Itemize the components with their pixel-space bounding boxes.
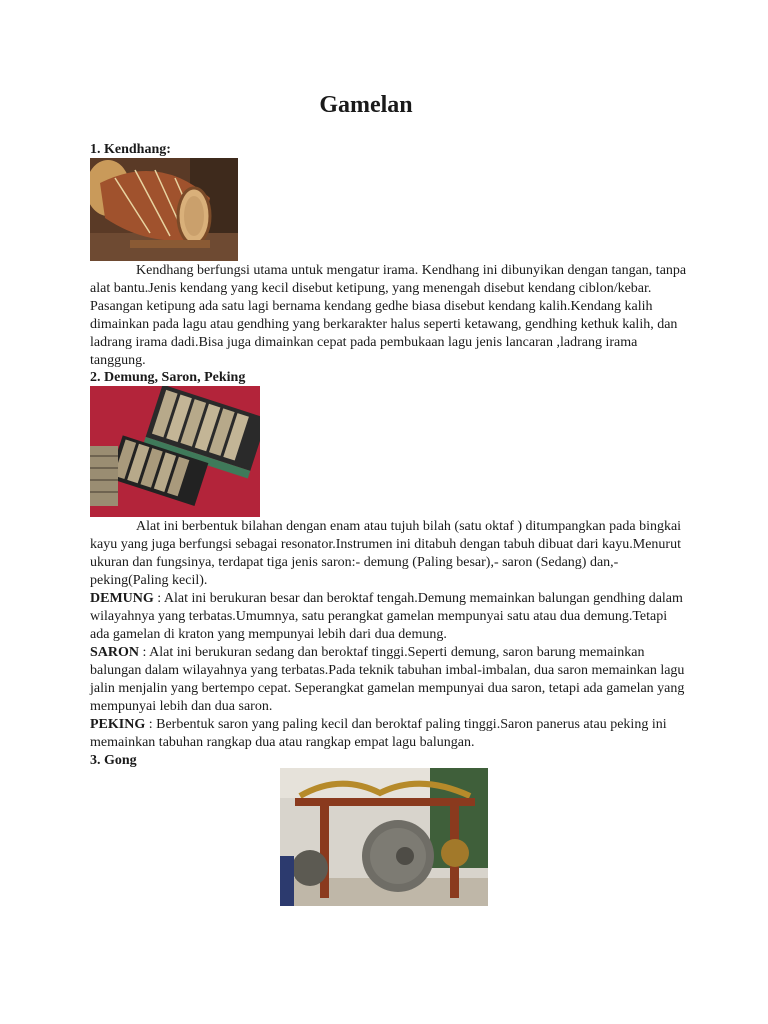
section-heading-gong: 3. Gong [90, 753, 137, 768]
peking-term: PEKING [90, 717, 146, 732]
kendhang-paragraph: Kendhang berfungsi utama untuk mengatur irama. Kendhang ini dibunyikan dengan tangan, tanpa alat bantu.Jenis kendang yang kecil disebut ketipung, yang menengah disebut kendang ciblon/kebar. Pasangan ketipung ada satu lagi bernama kendang gedhe biasa disebut kendang kalih.Kendang kalih dimainkan pada lagu atau gendhing yang berkarakter halus seperti ketawang, gendhing kethuk kalih, dan ladrang irama dadi.Bisa juga dimainkan cepat pada pembukaan lagu jenis lancaran ,ladrang irama tanggung. [90, 263, 687, 368]
saron-text: : Alat ini berukuran sedang dan beroktaf tinggi.Seperti demung, saron barung memainkan balungan dalam wilayahnya yang terbatas.Pada teknik tabuhan imbal-imbalan, dua saron memainkan lagu jalin menjalin yang bertempo cepat. Seperangkat gamelan mempunyai dua saron, tetapi ada gamelan yang mempunyai lebih dan dua saron. [90, 645, 685, 714]
page-title: Gamelan [319, 92, 413, 118]
peking-text: : Berbentuk saron yang paling kecil dan beroktaf paling tinggi.Saron panerus atau peking ini memainkan tabuhan rangkap dua atau rangkap empat lagu balungan. [90, 717, 667, 750]
saron-intro-paragraph: Alat ini berbentuk bilahan dengan enam atau tujuh bilah (satu oktaf ) ditumpangkan pada bingkai kayu yang juga berfungsi sebagai resonator.Instrumen ini ditabuh dengan tabuh dibuat dari kayu.Menurut ukuran dan fungsinya, terdapat tiga jenis saron:- demung (Paling besar),- saron (Sedang) dan,- peking(Paling kecil). [90, 519, 682, 588]
demung-text: : Alat ini berukuran besar dan beroktaf tengah.Demung memainkan balungan gendhing dalam wilayahnya yang terbatas.Umumnya, satu perangkat gamelan mempunyai satu atau dua demung.Tetapi ada gamelan di kraton yang mempunyai lebih dari dua demung. [90, 591, 683, 642]
demung-description [90, 590, 690, 644]
saron-metallophone-photo [90, 386, 260, 517]
kendhang-drum-photo [90, 158, 238, 261]
saron-term: SARON [90, 645, 140, 660]
section-heading-demung-saron-peking: 2. Demung, Saron, Peking [90, 370, 246, 385]
demung-term: DEMUNG [90, 591, 154, 606]
gong-photo [280, 768, 488, 906]
peking-description [90, 716, 690, 752]
section-heading-kendhang: 1. Kendhang: [90, 142, 171, 157]
saron-description [90, 644, 690, 716]
